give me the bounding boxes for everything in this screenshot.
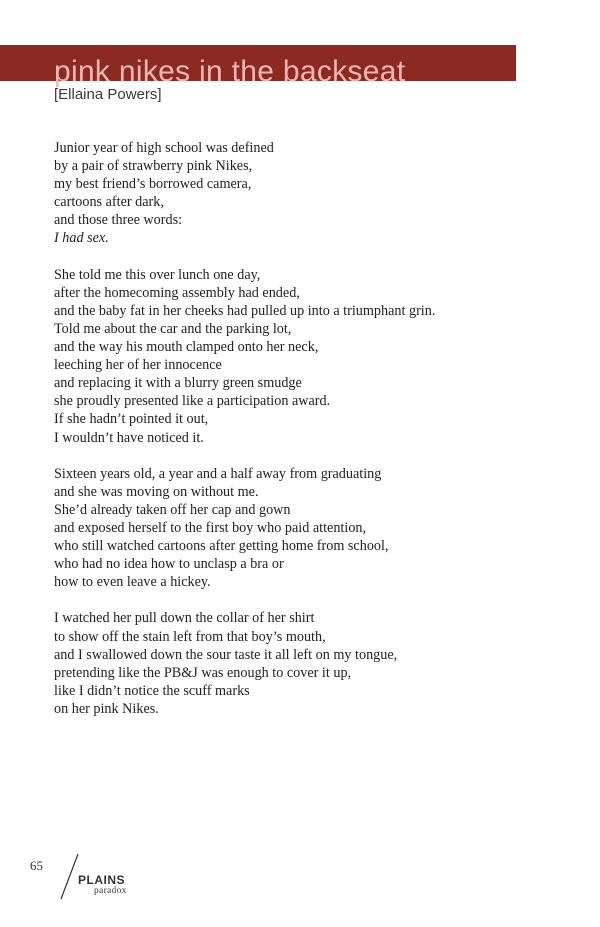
poem-line: after the homecoming assembly had ended, <box>54 284 300 301</box>
poem-line-italic: I had sex. <box>54 230 109 247</box>
poem-line: who had no idea how to unclasp a bra or <box>54 556 284 573</box>
poem-line: and exposed herself to the first boy who paid attention, <box>54 519 367 536</box>
stanza-4 <box>54 609 574 718</box>
poem-line: leeching her of her innocence <box>54 357 222 374</box>
poem-line: by a pair of strawberry pink Nikes, <box>54 158 253 175</box>
poem-line: pretending like the PB&J was enough to cover it up, <box>54 664 352 681</box>
poem-line: cartoons after dark, <box>54 194 164 211</box>
poem-line: I watched her pull down the collar of her shirt <box>54 610 315 627</box>
poem-line: on her pink Nikes. <box>54 700 159 717</box>
author-name: [Ellaina Powers] <box>54 86 162 103</box>
poem-line: and the baby fat in her cheeks had pulled up into a triumphant grin. <box>54 302 436 319</box>
poem-title: pink nikes in the backseat <box>54 55 406 88</box>
stanza-3 <box>54 465 574 592</box>
poem-line: like I didn’t notice the scuff marks <box>54 682 250 699</box>
stanza-2 <box>54 266 574 447</box>
page-number: 65 <box>30 858 43 873</box>
poem-line: my best friend’s borrowed camera, <box>54 176 252 193</box>
poem-line: and the way his mouth clamped onto her neck, <box>54 339 319 356</box>
poem-line: and those three words: <box>54 212 183 229</box>
poem-line: Junior year of high school was defined <box>54 140 274 156</box>
poem-line: I wouldn’t have noticed it. <box>54 429 204 446</box>
poem-line: Told me about the car and the parking lot, <box>54 320 292 337</box>
poem-line: how to even leave a hickey. <box>54 574 211 591</box>
page-footer <box>30 852 140 904</box>
poem-line: If she hadn’t pointed it out, <box>54 411 209 428</box>
poem-line: who still watched cartoons after getting home from school, <box>54 538 389 555</box>
poem-line: she proudly presented like a participation award. <box>54 393 331 410</box>
stanza-1 <box>54 139 574 248</box>
poem-line: and I swallowed down the sour taste it all left on my tongue, <box>54 646 398 663</box>
poem-line: to show off the stain left from that boy’s mouth, <box>54 628 326 645</box>
magazine-logo: PLAINS <box>78 873 126 887</box>
poem-line: She told me this over lunch one day, <box>54 266 261 283</box>
poem-line: and she was moving on without me. <box>54 483 259 500</box>
poem-line: Sixteen years old, a year and a half away from graduating <box>54 465 382 482</box>
poem-body <box>54 139 574 736</box>
magazine-logo-subtitle: paradox <box>94 886 127 896</box>
poem-line: and replacing it with a blurry green smudge <box>54 375 302 392</box>
poem-line: She’d already taken off her cap and gown <box>54 501 291 518</box>
